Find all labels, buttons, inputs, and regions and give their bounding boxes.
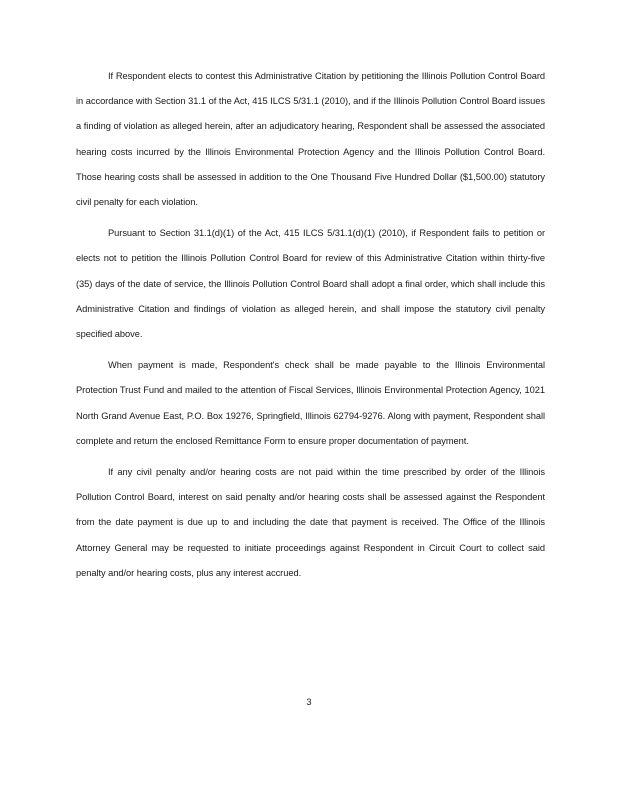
paragraph-interest-collection: If any civil penalty and/or hearing costs are not paid within the time prescribed by order of the Illinois Pollution Control Board, interest on said penalty and/or hearing costs shall be assessed against the Respondent from the date payment is due up to and including the date that payment is received. The Office of the Illinois Attorney General may be requested to initiate proceedings against Respondent in Circuit Court to collect said penalty and/or hearing costs, plus any interest accrued. [76,467,545,578]
paragraph-failure-to-petition: Pursuant to Section 31.1(d)(1) of the Act, 415 ILCS 5/31.1(d)(1) (2010), if Respondent fails to petition or elects not to petition the Illinois Pollution Control Board for review of this Administrative Citation within thirty-five (35) days of the date of service, the Illinois Pollution Control Board shall adopt a final order, which shall include this Administrative Citation and findings of violation as alleged herein, and shall impose the statutory civil penalty specified above. [76,228,545,340]
page-number: 3 [306,697,312,707]
paragraph-contest-citation: If Respondent elects to contest this Administrative Citation by petitioning the Illinois Pollution Control Board in accordance with Section 31.1 of the Act, 415 ILCS 5/31.1 (2010), and if the Illinois Pollution Control Board issues a finding of violation as alleged herein, after an adjudicatory hearing, Respondent shall be assessed the associated hearing costs incurred by the Illinois Environmental Protection Agency and the Illinois Pollution Control Board. Those hearing costs shall be assessed in addition to the One Thousand Five Hundred Dollar ($1,500.00) statutory civil penalty for each violation. [76,71,545,208]
document-body [76,64,545,592]
paragraph-payment-instructions: When payment is made, Respondent's check shall be made payable to the Illinois Environmental Protection Trust Fund and mailed to the attention of Fiscal Services, Illinois Environmental Protection Agency, 1021 North Grand Avenue East, P.O. Box 19276, Springfield, Illinois 62794-9276. Along with payment, Respondent shall complete and return the enclosed Remittance Form to ensure proper documentation of payment. [76,360,545,446]
